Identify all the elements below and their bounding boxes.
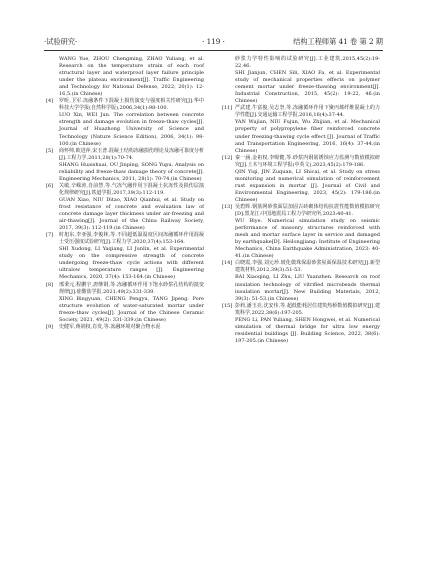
journal-title: 结构工程师第 41 卷 第 2 期: [293, 37, 383, 46]
reference-english: LUO Xin, WEI Jun. The correlation between concrete strength and damage evolution in freeze-thaw cycles[J]. Journal of Huazhong University of Science and Technology (Nature Science Edition), 2006, 34(1): 98-100.(in Chinese): [59, 112, 204, 147]
reference-continuation-english: SHI Jianjun, CHEN Sili, XIAO Fa, et al. Experimental study of mechanical properties effects on polymer cement mortar under freeze-thawing environment[J]. Industrial Construction, 2015, 45(2): 19-22, 46.(in Chinese): [235, 70, 380, 105]
reference-chinese: 时旭东,李亚强,李俊林,等.不同超低温温度区间冻融循环作用混凝土受压强度试验研究[J].工程力学,2020,37(4):153-164.: [59, 232, 204, 246]
reference-chinese: 关敏,辛嵘涛,肖前慧,等.气冻气融作用下混凝土抗冻性及损伤层演化规律研究[J].铁道学报,2017,39(3):112-119.: [59, 182, 204, 196]
reference-item: [222, 260, 380, 302]
reference-english: YAN Wujian, NIU Fujun, Wu Zhijian, et al. Mechanical property of polypropylene fiber reinforced concrete under freezing-thawing cycle effect [J]. Journal of Traffic and Transportation Engineering, 2016, 16(4): 37-44.(in Chinese): [235, 119, 380, 154]
reference-english: SHANG Huaishuai, OU Jinping, SONG Yupu. Analysis on reliability and freeze-thaw damage theory of concrete[J]. Engineering Mechanics, 2011, 28(1): 70-74.(in Chinese): [59, 161, 204, 182]
section-label: ·试验研究·: [44, 37, 78, 46]
reference-number: [15]: [222, 302, 233, 309]
reference-chinese: 罗昕,卫军.冻融条件下混凝土损伤演变与强度相关性研究[J].华中科技大学学报(自然科学版),2006,34(1):98-100.: [59, 98, 204, 112]
reference-english: WU Biye. Numerical simulation study on seismic performance of masonry structures reinforced with mesh and mortar surface layer in service and damaged by earthquake[D]. Heilongjiang: Institute of Engineering Mechanics, China Earthquake Administration, 2023: 40-41.(in Chinese): [235, 218, 380, 260]
reference-chinese: 商怀帅,欧进萍,宋玉普.混凝土结构冻融损伤理论及冻融可靠度分析[J].工程力学,2011,28(1):70-74.: [59, 147, 204, 161]
reference-item: [46, 232, 204, 281]
reference-item: [222, 105, 380, 154]
left-column: [46, 56, 204, 331]
reference-item: [222, 303, 380, 345]
page-number: · 119 ·: [202, 37, 225, 46]
reference-chinese: 严武建,牛富俊,吴志坚,等.冻融循环作用下聚丙烯纤维混凝土的力学性能[J].交通运输工程学报,2016,16(4):37-44.: [235, 105, 380, 119]
reference-chinese: 史健军,蒋润权,肖发,等.冻融环境对聚合物水泥: [59, 323, 161, 330]
reference-number: [13]: [222, 203, 233, 210]
reference-chinese: 吴碧辉.钢筋网砂浆面层加固古砖砌体结构抗震性能数值模拟研究[D].黑龙江:中国地震局工程力学研究所,2023:40-41.: [235, 203, 380, 218]
reference-item: [46, 324, 204, 331]
reference-number: [12]: [222, 154, 233, 161]
right-column: [222, 56, 380, 345]
reference-number: [8]: [46, 281, 54, 288]
reference-number: [4]: [46, 98, 54, 105]
reference-chinese: 秦一涵,金祖权,李喔健,等.砂浆内钢筋锈蚀应力监测与数值模拟研究[J].土木与环境工程学报(中英文),2023,45(2):179-186.: [235, 154, 380, 168]
reference-continuation: WANG Yue, ZHOU Chengming, ZHAO Yuliang, et al. Research on the temperature strain of each roof structural layer and waterproof layer failure principle under the plateau environment[J]. Traffic Engineering and Technology for National Defense, 2022, 20(1): 12-16,5.(in Chinese): [59, 56, 204, 98]
reference-number: [5]: [46, 147, 54, 154]
reference-english: GUAN Xiao, NIU Ditao, XIAO Qianhui, et al. Study on frost resistance of concrete and evaluation law of concrete damage layer thickness under air-freezing and air-thawing[J]. Journal of the China Railway Society, 2017, 39(3): 112-119.(in Chinese): [59, 196, 204, 232]
reference-item: [222, 155, 380, 204]
reference-english: BAI Xiaoqing, LI Zhu, LIU Yuanzhen. Research on roof insulation technology of vitrified microbeads thermal insulation mortar[J]. New Building Materials, 2012, 39(3): 51-53.(in Chinese): [235, 274, 380, 302]
reference-chinese: 邢秉元,程鹏宇,唐继钢,等.冻融循环作用下饱水砂浆孔结构的演变规律[J].硅酸盐学报,2021,49(2):331-339.: [59, 281, 204, 295]
reference-english: XING Bingyuan, CHENG Pengyu, TANG Jipeng. Pore structure evolution of water-saturated mortar under freeze-thaw cycles[J]. Journal of the Chinese Ceramic Society, 2021, 49(2): 331-339.(in Chinese): [59, 295, 204, 323]
reference-english: QIN Yiqi, JIN Zuquan, LI Shicai, et al. Study on stress monitoring and numerical simulation of reinforcement rust expansion in mortar [J]. Journal of Civil and Environmental Engineering, 2023, 45(2): 179-186.(in Chinese): [235, 168, 380, 203]
reference-chinese: 白晓霞,李强,刘元珍.玻化微珠保温砂浆屋面保温技术研究[J].新型建筑材料,2012,39(3):51-53.: [235, 260, 380, 274]
reference-english: SHI Xudong, LI Yaqiang, LI Junlin, et al. Experimental study on the compressive strength of concrete undergoing freeze-thaw cycle actions with different ultralow temperature ranges [J]. Engineering Mechanics, 2020, 37(4): 153-164.(in Chinese): [59, 246, 204, 281]
reference-number: [11]: [222, 105, 233, 112]
reference-item: [46, 282, 204, 324]
reference-item: [222, 204, 380, 260]
reference-number: [14]: [222, 260, 233, 267]
reference-number: [9]: [46, 323, 54, 330]
reference-item: [46, 98, 204, 147]
reference-chinese: 彭莉,潘玉亮,沈安伟,等.超低能耗居住建筑热桥数值模拟研究[J].建筑科学,2022,38(6):197-205.: [235, 302, 380, 316]
reference-item: [46, 148, 204, 183]
reference-number: [7]: [46, 232, 54, 239]
reference-number: [6]: [46, 182, 54, 189]
reference-continuation-chinese: 砂浆力学特性影响的试验研究[J].工业建筑,2015,45(2):19-22,46.: [235, 56, 380, 70]
running-header: [44, 36, 383, 51]
reference-english: PENG Li, PAN Yuliang, SHEN Hongwei, et al. Numerical simulation of thermal bridge for ultra low energy residential buildings [J]. Building Science, 2022, 38(6): 197-205.(in Chinese): [235, 316, 380, 344]
reference-item: [46, 183, 204, 232]
